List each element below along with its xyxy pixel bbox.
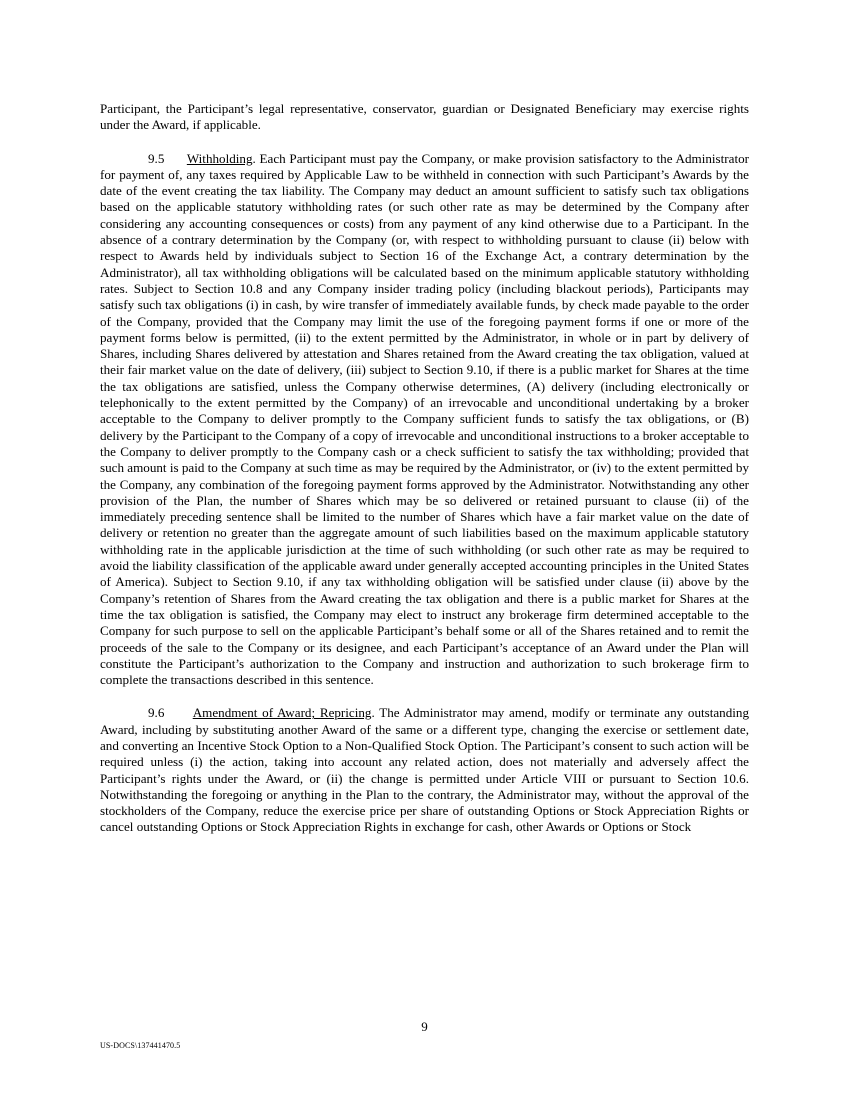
intro-paragraph: Participant, the Participant’s legal representative, conservator, guardian or Designated Beneficiary may exercise rights under the Award, if applicable.: [100, 101, 749, 133]
section-9-5: [100, 151, 749, 689]
section-heading: Amendment of Award; Repricing: [192, 705, 372, 721]
document-id: US-DOCS\137441470.5: [100, 1041, 181, 1050]
section-number: 9.5: [148, 150, 165, 166]
page-number: 9: [421, 1019, 428, 1034]
section-number: 9.6: [148, 705, 165, 721]
document-body: [100, 101, 749, 853]
section-9-6: [100, 705, 749, 835]
section-text: . The Administrator may amend, modify or terminate any outstanding Award, including by substituting another Award of the same or a different type, changing the exercise or settlement date, and converting an Incentive Stock Option to a Non-Qualified Stock Option. The Participant’s consent to such action will be required unless (i) the action, taking into account any related action, does not materially and adversely affect the Participant’s rights under the Award, or (ii) the change is permitted under Article VIII or pursuant to Section 10.6. Notwithstanding the foregoing or anything in the Plan to the contrary, the Administrator may, without the approval of the stockholders of the Company, reduce the exercise price per share of outstanding Options or Stock Appreciation Rights or cancel outstanding Options or Stock Appreciation Rights in exchange for cash, other Awards or Options or Stock: [100, 705, 749, 835]
section-text: . Each Participant must pay the Company, or make provision satisfactory to the Administrator for payment of, any taxes required by Applicable Law to be withheld in connection with such Participant’s Awards by the date of the event creating the tax liability. The Company may deduct an amount sufficient to satisfy such tax obligations based on the applicable statutory withholding rates (or such other rate as may be determined by the Company after considering any accounting consequences or costs) from any payment of any kind otherwise due to a Participant. In the absence of a contrary determination by the Company (or, with respect to withholding pursuant to clause (ii) below with respect to Awards held by individuals subject to Section 16 of the Exchange Act, a contrary determination by the Administrator), all tax withholding obligations will be calculated based on the minimum applicable statutory withholding rates. Subject to Section 10.8 and any Company insider trading policy (including blackout periods), Participants may satisfy such tax obligations (i) in cash, by wire transfer of immediately available funds, by check made payable to the order of the Company, provided that the Company may limit the use of the foregoing payment forms if one or more of the payment forms below is permitted, (ii) to the extent permitted by the Administrator, in whole or in part by delivery of Shares, including Shares delivered by attestation and Shares retained from the Award creating the tax obligation, valued at their fair market value on the date of delivery, (iii) subject to Section 9.10, if there is a public market for Shares at the time the tax obligations are satisfied, unless the Company otherwise determines, (A) delivery (including electronically or telephonically to the extent permitted by the Company) of an irrevocable and unconditional undertaking by a broker acceptable to the Company to deliver promptly to the Company sufficient funds to satisfy the tax obligations, or (B) delivery by the Participant to the Company of a copy of irrevocable and unconditional instructions to a broker acceptable to the Company to deliver promptly to the Company cash or a check sufficient to satisfy the tax withholding; provided that such amount is paid to the Company at such time as may be required by the Administrator, or (iv) to the extent permitted by the Company, any combination of the foregoing payment forms approved by the Administrator. Notwithstanding any other provision of the Plan, the number of Shares which may be so delivered or retained pursuant to clause (ii) of the immediately preceding sentence shall be limited to the number of Shares which have a fair market value on the date of delivery or retention no greater than the aggregate amount of such liabilities based on the maximum applicable statutory withholding rate in the applicable jurisdiction at the time of such withholding (or such other rate as may be required to avoid the liability classification of the applicable award under generally accepted accounting principles in the United States of America). Subject to Section 9.10, if any tax withholding obligation will be satisfied under clause (ii) above by the Company’s retention of Shares from the Award creating the tax obligation and there is a public market for Shares at the time the tax obligation is satisfied, the Company may elect to instruct any brokerage firm determined acceptable to the Company for such purpose to sell on the applicable Participant’s behalf some or all of the Shares retained and to remit the proceeds of the sale to the Company or its designee, and each Participant’s acceptance of an Award under the Plan will constitute the Participant’s authorization to the Company and instruction and authorization to such brokerage firm to complete the transactions described in this sentence.: [100, 150, 749, 688]
section-heading: Withholding: [186, 150, 253, 166]
